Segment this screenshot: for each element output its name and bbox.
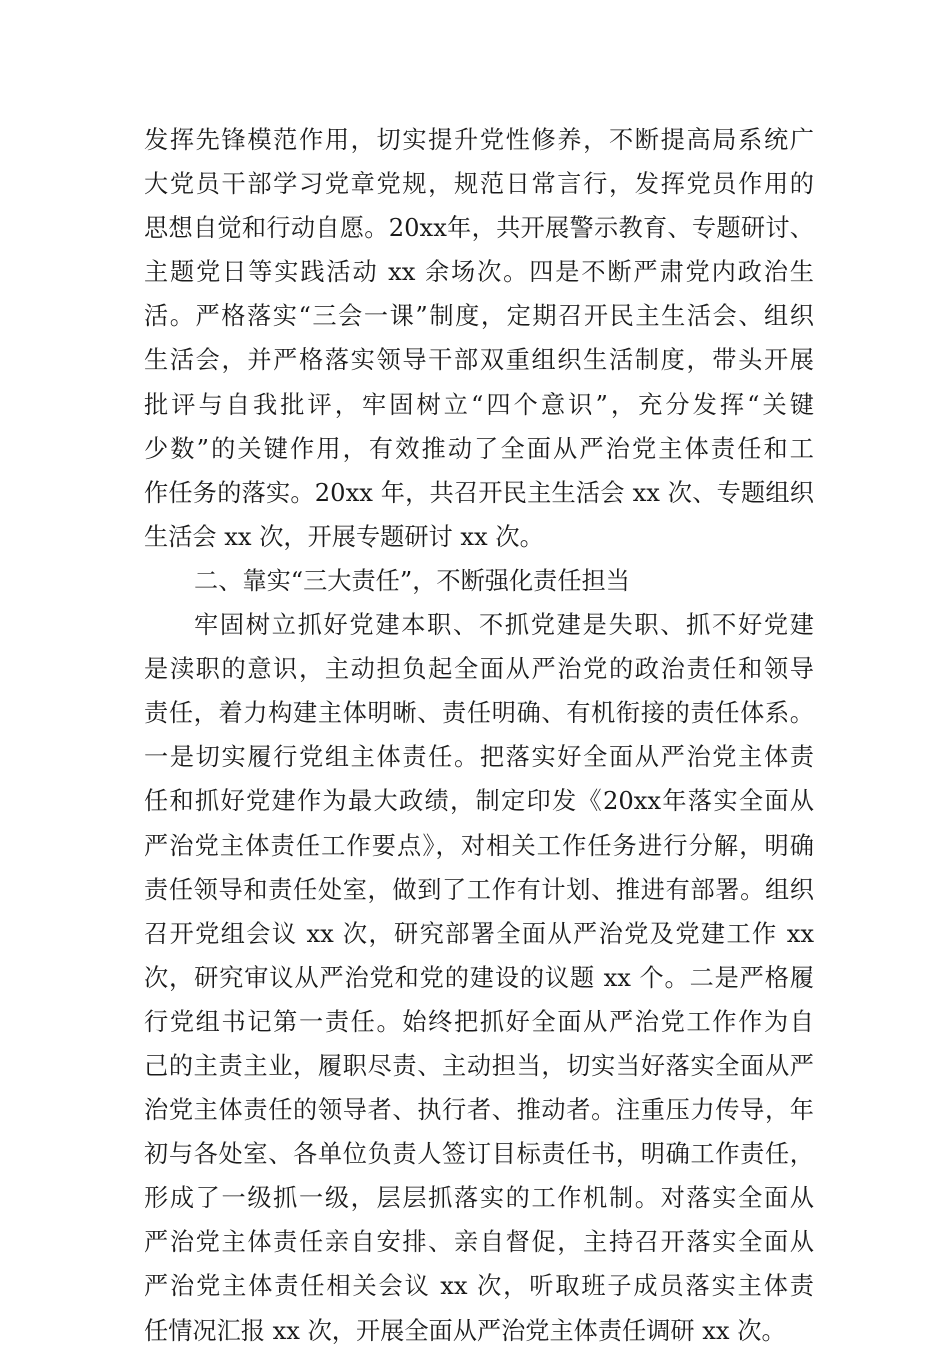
- body-text-line: 行党组书记第一责任。始终把抓好全面从严治党工作作为自: [144, 1007, 814, 1036]
- body-text-line: 次，研究审议从严治党和党的建设的议题 xx 个。二是严格履: [144, 963, 814, 992]
- body-text-line: 生活会 xx 次，开展专题研讨 xx 次。: [144, 522, 544, 551]
- body-text-line: 责任，着力构建主体明晰、责任明确、有机衔接的责任体系。: [144, 699, 814, 728]
- body-text-line: 治党主体责任的领导者、执行者、推动者。注重压力传导，年: [144, 1096, 814, 1125]
- body-text-line: 大党员干部学习党章党规，规范日常言行，发挥党员作用的: [144, 170, 814, 199]
- body-text-line: 责任领导和责任处室，做到了工作有计划、推进有部署。组织: [144, 875, 814, 904]
- body-text-line: 是渎职的意识，主动担负起全面从严治党的政治责任和领导: [144, 655, 814, 684]
- body-text-line: 严治党主体责任工作要点》，对相关工作任务进行分解，明确: [144, 831, 814, 860]
- body-text-line: 生活会，并严格落实领导干部双重组织生活制度，带头开展: [144, 346, 814, 375]
- body-text-line: 严治党主体责任亲自安排、亲自督促，主持召开落实全面从: [144, 1228, 814, 1257]
- body-text-line: 己的主责主业，履职尽责、主动担当，切实当好落实全面从严: [144, 1051, 814, 1080]
- body-text-line: 主题党日等实践活动 xx 余场次。四是不断严肃党内政治生: [144, 258, 814, 287]
- body-text-line: 作任务的落实。20xx 年，共召开民主生活会 xx 次、专题组织: [144, 478, 814, 507]
- body-text-line: 初与各处室、各单位负责人签订目标责任书，明确工作责任，: [144, 1140, 814, 1169]
- body-text-line: 召开党组会议 xx 次，研究部署全面从严治党及党建工作 xx: [144, 919, 814, 948]
- body-text-line: 形成了一级抓一级，层层抓落实的工作机制。对落实全面从: [144, 1184, 814, 1213]
- section-heading: 二、靠实“三大责任”，不断强化责任担当: [194, 566, 630, 595]
- body-text-line: 发挥先锋模范作用，切实提升党性修养，不断提高局系统广: [144, 126, 814, 154]
- document-body: [144, 118, 814, 1353]
- body-text-line: 牢固树立抓好党建本职、不抓党建是失职、抓不好党建: [194, 611, 814, 640]
- body-text-line: 任情况汇报 xx 次，开展全面从严治党主体责任调研 xx 次。: [144, 1316, 786, 1345]
- body-text-line: 任和抓好党建作为最大政绩，制定印发《20xx年落实全面从: [144, 787, 814, 816]
- body-text-line: 思想自觉和行动自愿。20xx年，共开展警示教育、专题研讨、: [144, 214, 814, 243]
- body-text-line: 一是切实履行党组主体责任。把落实好全面从严治党主体责: [144, 743, 814, 772]
- body-text-line: 严治党主体责任相关会议 xx 次，听取班子成员落实主体责: [144, 1272, 814, 1301]
- body-text-line: 活。严格落实“三会一课”制度，定期召开民主生活会、组织: [144, 302, 814, 331]
- body-text-line: 批评与自我批评，牢固树立“四个意识”，充分发挥“关键: [144, 390, 814, 419]
- body-text-line: 少数”的关键作用，有效推动了全面从严治党主体责任和工: [144, 434, 814, 463]
